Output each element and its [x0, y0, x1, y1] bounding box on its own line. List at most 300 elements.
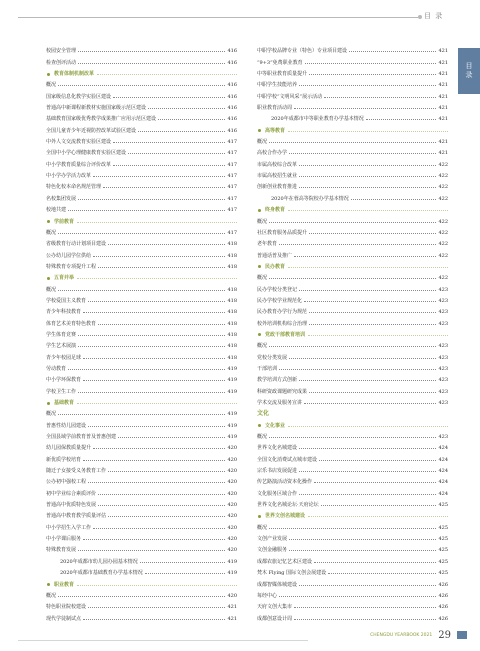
toc-entry-title: 省级教育行动计划项目建设: [46, 241, 107, 248]
toc-entry-title: “9+3”免费职业教育: [257, 59, 303, 66]
toc-entry: [46, 542, 237, 553]
leader-dots: [88, 482, 225, 483]
leader-dots: [58, 290, 225, 291]
toc-entry-page: 420: [227, 524, 237, 531]
leader-dots: [299, 471, 436, 472]
leader-dots: [78, 51, 225, 52]
toc-entry-title: 概况: [46, 411, 57, 418]
toc-entry: [46, 293, 237, 304]
toc-entry: [46, 553, 237, 564]
toc-entry: [46, 168, 237, 179]
page-number: 29: [438, 629, 451, 641]
toc-entry-page: 419: [227, 422, 237, 429]
leader-dots: [269, 278, 436, 279]
footer-book-title: CHENGDU YEARBOOK 2021: [370, 632, 433, 638]
leader-dots: [289, 539, 436, 540]
toc-entry: [46, 259, 237, 270]
toc-entry-title: 特殊教育专项提升工程: [46, 263, 97, 270]
toc-entry-title: 民办学校学业规范化: [257, 297, 303, 304]
leader-dots: [299, 494, 436, 495]
toc-entry: [46, 474, 237, 485]
toc-entry-page: 419: [227, 365, 237, 372]
header-dot: [418, 15, 422, 19]
toc-entry-title: 中职学生技能培养: [257, 82, 298, 89]
toc-entry: [257, 429, 448, 440]
toc-entry-title: 高校合作办学: [257, 150, 288, 157]
toc-entry: [257, 179, 448, 190]
leader-dots: [294, 619, 436, 620]
toc-entry: [46, 190, 237, 201]
toc-entry-page: 418: [227, 241, 237, 248]
toc-subsection-heading: [46, 66, 237, 77]
toc-entry: [257, 168, 448, 179]
toc-entry-title: 学术交流及服务宣讲: [257, 400, 303, 406]
toc-entry: [257, 519, 448, 530]
toc-entry-title: 中小学办学活力改革: [46, 173, 92, 180]
leader-dots: [319, 460, 436, 461]
toc-entry-title: 职业教育活动周: [257, 105, 293, 112]
toc-entry-page: 421: [438, 71, 448, 78]
toc-entry-page: 416: [227, 48, 237, 55]
toc-entry: [257, 213, 448, 224]
toc-entry: [46, 361, 237, 372]
toc-entry-page: 421: [438, 59, 448, 66]
toc-entry: [257, 463, 448, 474]
toc-entry-title: 概况: [257, 139, 268, 146]
toc-entry-page: 419: [227, 377, 237, 384]
toc-entry-page: 426: [438, 615, 448, 622]
toc-entry: [257, 270, 448, 281]
leader-dots: [309, 233, 436, 234]
toc-entry-title: 校地共建: [46, 207, 67, 214]
toc-entry-title: 概况: [257, 434, 268, 441]
toc-entry-title: 青少年科技教育: [46, 309, 82, 316]
toc-entry: [257, 361, 448, 372]
subsection-title: 党政干部教育培训: [257, 332, 305, 338]
toc-entry-title: 新优质学校培育: [46, 456, 82, 463]
toc-entry-title: 校园安全管理: [46, 48, 77, 55]
toc-entry-page: 416: [227, 116, 237, 123]
leader-dots: [269, 142, 436, 143]
toc-entry-page: 425: [438, 547, 448, 554]
toc-entry-page: 422: [438, 184, 448, 191]
heading-leader: [288, 426, 448, 427]
toc-entry-title: 文创产业发展: [257, 536, 288, 543]
toc-entry: [46, 440, 237, 451]
toc-entry: [46, 565, 237, 576]
toc-entry: [257, 451, 448, 462]
toc-entry: [257, 576, 448, 587]
toc-entry-title: 民办教育办学行为规范: [257, 309, 308, 316]
toc-entry: [46, 236, 237, 247]
leader-dots: [309, 324, 436, 325]
toc-entry: [46, 406, 237, 417]
toc-subsection-heading: [257, 327, 448, 338]
toc-entry-title: 中外人文交流教育实验区建设: [46, 139, 112, 146]
heading-leader: [77, 403, 237, 404]
leader-dots: [304, 301, 436, 302]
toc-entry-title: 学校爱国主义教育: [46, 297, 87, 304]
toc-entry-title: 中职学校“文明风采”展示活动: [257, 93, 323, 100]
side-tab: [458, 48, 480, 94]
running-header: 目 录: [424, 12, 444, 20]
toc-entry-page: 423: [438, 309, 448, 316]
leader-dots: [58, 414, 225, 415]
toc-entry: [46, 156, 237, 167]
leader-dots: [118, 437, 225, 438]
leader-dots: [279, 244, 436, 245]
toc-left-column: [46, 43, 237, 622]
toc-entry: [46, 122, 237, 133]
toc-entry-title: 校外培训机构综合治理: [257, 320, 308, 327]
toc-entry: [46, 497, 237, 508]
toc-entry-title: 学校卫生工作: [46, 388, 77, 395]
toc-entry: [46, 225, 237, 236]
toc-entry-page: 423: [438, 343, 448, 350]
leader-dots: [289, 550, 436, 551]
toc-entry-title: 特色职业院校建设: [46, 604, 87, 611]
toc-entry-page: 416: [227, 127, 237, 134]
toc-entry-page: 423: [438, 365, 448, 372]
toc-entry-page: 421: [227, 604, 237, 611]
leader-dots: [158, 119, 225, 120]
leader-dots: [294, 256, 436, 257]
leader-dots: [140, 562, 226, 563]
toc-entry-page: 416: [227, 105, 237, 112]
heading-leader: [308, 516, 448, 517]
toc-entry: [46, 100, 237, 111]
leader-dots: [324, 97, 436, 98]
toc-entry: [257, 474, 448, 485]
toc-entry-title: 全国文化消费试点城市建设: [257, 456, 318, 463]
toc-entry-page: 422: [438, 229, 448, 236]
toc-entry-page: 421: [438, 93, 448, 100]
toc-entry: [46, 519, 237, 530]
toc-entry-page: 417: [227, 207, 237, 214]
toc-entry-page: 420: [227, 513, 237, 520]
leader-dots: [299, 448, 436, 449]
toc-entry: [257, 43, 448, 54]
toc-entry: [46, 88, 237, 99]
toc-entry: [257, 304, 448, 315]
toc-entry-title: 现代学徒制试点: [46, 615, 82, 622]
toc-entry-title: 基础教育国家级优秀教学成果推广应用示范区建设: [46, 116, 157, 123]
toc-entry: [46, 588, 237, 599]
toc-entry: [257, 383, 448, 394]
toc-entry-page: 420: [227, 445, 237, 452]
toc-entry: [46, 304, 237, 315]
toc-entry: [46, 43, 237, 54]
toc-entry-page: 419: [227, 570, 237, 577]
toc-entry-page: 420: [227, 536, 237, 543]
toc-entry-page: 425: [438, 502, 448, 509]
toc-entry-page: 421: [227, 615, 237, 622]
toc-entry-title: 学生体育竞赛: [46, 331, 77, 338]
toc-section-heading: [257, 406, 448, 417]
toc-entry-page: 423: [438, 354, 448, 361]
toc-entry-page: 422: [438, 252, 448, 259]
leader-dots: [309, 74, 436, 75]
toc-entry: [46, 281, 237, 292]
footer-rule: [18, 640, 308, 641]
toc-entry-title: 科研资政课题研究成果: [257, 388, 308, 395]
toc-entry-page: 423: [438, 400, 448, 406]
toc-entry-title: 2020年成都市基础教育办学基本情况: [60, 570, 143, 577]
leader-dots: [305, 63, 437, 64]
toc-entry: [257, 542, 448, 553]
toc-entry: [257, 553, 448, 564]
toc-entry-title: 文创金融服务: [257, 547, 288, 554]
toc-entry-page: 422: [438, 161, 448, 168]
toc-entry-title: 普通高中优质特色发展: [46, 502, 97, 509]
leader-dots: [314, 562, 436, 563]
leader-dots: [349, 51, 436, 52]
toc-entry-page: 418: [227, 252, 237, 259]
toc-entry: [46, 202, 237, 213]
toc-entry: [257, 145, 448, 156]
toc-entry-title: 2020年成都市中等职业教育办学基本情况: [271, 116, 364, 123]
toc-entry-page: 418: [227, 286, 237, 293]
toc-right-column: [257, 43, 448, 622]
heading-leader: [77, 585, 237, 586]
toc-entry: [46, 338, 237, 349]
leader-dots: [83, 312, 225, 313]
toc-entry-page: 426: [438, 592, 448, 599]
leader-dots: [294, 607, 436, 608]
leader-dots: [88, 607, 225, 608]
leader-dots: [269, 222, 436, 223]
subsection-title: 高等教育: [257, 128, 285, 134]
leader-dots: [294, 108, 436, 109]
toc-entry-page: 420: [227, 490, 237, 497]
heading-leader: [288, 131, 448, 132]
toc-entry: [46, 463, 237, 474]
leader-dots: [78, 199, 225, 200]
toc-entry: [257, 395, 448, 406]
leader-dots: [145, 573, 226, 574]
leader-dots: [78, 550, 225, 551]
toc-entry: [46, 327, 237, 338]
toc-entry-title: 概况: [46, 82, 57, 89]
toc-entry-title: 全国儿童青少年近视防控改革试验区建设: [46, 127, 137, 134]
leader-dots: [299, 290, 436, 291]
heading-leader: [77, 278, 237, 279]
toc-entry-page: 418: [227, 320, 237, 327]
leader-dots: [289, 153, 436, 154]
leader-dots: [103, 187, 225, 188]
toc-entry-page: 423: [438, 388, 448, 395]
toc-entry-page: 425: [438, 570, 448, 577]
toc-entry-page: 421: [438, 82, 448, 89]
toc-entry: [46, 599, 237, 610]
toc-entry-page: 420: [227, 592, 237, 599]
leader-dots: [83, 358, 225, 359]
toc-entry-page: 419: [227, 411, 237, 418]
toc-entry-title: 中职学校品牌专业（特色）专业项目建设: [257, 48, 348, 55]
leader-dots: [299, 85, 436, 86]
toc-entry-page: 417: [227, 139, 237, 146]
leader-dots: [83, 539, 225, 540]
toc-entry-title: 概况: [257, 343, 268, 350]
leader-dots: [78, 63, 225, 64]
toc-entry: [46, 531, 237, 542]
toc-entry: [257, 610, 448, 621]
leader-dots: [68, 210, 225, 211]
toc-entry-page: 420: [227, 502, 237, 509]
leader-dots: [98, 324, 225, 325]
toc-entry-title: 中小学环保教育: [46, 377, 82, 384]
toc-entry: [257, 281, 448, 292]
leader-dots: [289, 358, 436, 359]
leader-dots: [113, 165, 225, 166]
leader-dots: [98, 505, 225, 506]
toc-subsection-heading: [257, 417, 448, 428]
toc-subsection-heading: [46, 270, 237, 281]
toc-entry: [257, 134, 448, 145]
toc-entry-title: 社区教育服务品质提升: [257, 229, 308, 236]
toc-entry-page: 422: [438, 275, 448, 282]
toc-entry-title: 普通高中新课程新教材实施国家级示范区建设: [46, 105, 147, 112]
leader-dots: [78, 392, 225, 393]
toc-entry: [46, 315, 237, 326]
toc-entry-title: 2020年成都市幼儿园办园基本情况: [60, 558, 138, 565]
toc-entry-title: 市属高校综合改革: [257, 161, 298, 168]
toc-subsection-heading: [257, 122, 448, 133]
leader-dots: [328, 573, 436, 574]
toc-entry-page: 426: [438, 604, 448, 611]
side-tab-char-1: 目: [465, 62, 473, 70]
leader-dots: [299, 187, 436, 188]
toc-entry: [257, 293, 448, 304]
toc-entry: [46, 111, 237, 122]
toc-entry-page: 419: [227, 388, 237, 395]
leader-dots: [269, 528, 436, 529]
toc-entry-page: 424: [438, 468, 448, 475]
leader-dots: [93, 176, 225, 177]
toc-entry-page: 418: [227, 297, 237, 304]
toc-entry: [257, 315, 448, 326]
leader-dots: [279, 369, 436, 370]
toc-entry-title: 公办初中强校工程: [46, 479, 87, 486]
heading-leader: [308, 335, 448, 336]
subsection-title: 终身教育: [257, 207, 285, 213]
toc-entry-page: 417: [227, 161, 237, 168]
toc-entry-title: 概况: [257, 218, 268, 225]
toc-entry: [257, 225, 448, 236]
toc-entry-page: 418: [227, 263, 237, 270]
toc-entry-title: 传艺路演活动资本化操作: [257, 479, 313, 486]
toc-entry: [46, 179, 237, 190]
toc-entry-page: 425: [438, 558, 448, 565]
leader-dots: [108, 244, 225, 245]
toc-entry: [257, 54, 448, 65]
toc-entry-page: 422: [438, 173, 448, 180]
subsection-title: 学前教育: [46, 219, 74, 225]
toc-entry: [46, 134, 237, 145]
toc-entry-title: 概况: [46, 286, 57, 293]
toc-entry: [46, 451, 237, 462]
toc-entry-page: 422: [438, 195, 448, 202]
toc-entry-page: 423: [438, 297, 448, 304]
leader-dots: [108, 516, 225, 517]
leader-dots: [299, 585, 436, 586]
toc-subsection-heading: [46, 395, 237, 406]
leader-dots: [279, 596, 436, 597]
toc-entry-page: 416: [227, 93, 237, 100]
toc-entry-page: 426: [438, 581, 448, 588]
subsection-title: 教育体制机制改革: [46, 71, 94, 77]
leader-dots: [98, 267, 225, 268]
toc-entry-page: 420: [227, 479, 237, 486]
toc-entry-title: 随迁子女接受义务教育工作: [46, 468, 107, 475]
toc-entry-title: 检查创评活动: [46, 59, 77, 66]
leader-dots: [93, 256, 225, 257]
toc-entry: [257, 531, 448, 542]
toc-entry-page: 424: [438, 445, 448, 452]
leader-dots: [58, 596, 225, 597]
leader-dots: [113, 142, 225, 143]
toc-entry-title: 天府文创大集市: [257, 604, 293, 611]
toc-entry-title: 特色化校本命名规范管理: [46, 184, 102, 191]
toc-entry-title: 成都创意设计周: [257, 615, 293, 622]
toc-entry: [46, 372, 237, 383]
leader-dots: [83, 619, 225, 620]
toc-entry: [257, 66, 448, 77]
leader-dots: [314, 482, 436, 483]
toc-entry-title: 创新创业教育推进: [257, 184, 298, 191]
heading-leader: [288, 210, 448, 211]
toc-entry-title: 中小学教育质量综合评价改革: [46, 161, 112, 168]
leader-dots: [299, 165, 436, 166]
toc-entry-page: 419: [227, 558, 237, 565]
toc-entry-page: 417: [227, 229, 237, 236]
toc-entry-title: 老年教育: [257, 241, 278, 248]
toc-entry-title: 公办幼儿园学位供给: [46, 252, 92, 259]
toc-entry-title: 普通话普及推广: [257, 252, 293, 259]
toc-entry: [46, 77, 237, 88]
section-title: 文化: [257, 410, 270, 418]
toc-entry-title: 概况: [46, 592, 57, 599]
leader-dots: [321, 505, 437, 506]
toc-entry-title: 中小学招生入学工作: [46, 524, 92, 531]
leader-dots: [83, 380, 225, 381]
toc-entry-title: 梵木 Flying 国际文创会展建设: [257, 570, 327, 577]
toc-entry-page: 417: [227, 195, 237, 202]
subsection-title: 世界文创名城建设: [257, 513, 305, 519]
toc-entry-title: 概况: [257, 524, 268, 531]
heading-leader: [288, 267, 448, 268]
toc-entry-title: 概况: [46, 229, 57, 236]
toc-subsection-heading: [257, 202, 448, 213]
toc-entry-title: 劳动教育: [46, 365, 67, 372]
toc-entry-title: 青少年校园足球: [46, 354, 82, 361]
toc-entry-title: 民办学校分类登记: [257, 286, 298, 293]
toc-entry-page: 421: [438, 105, 448, 112]
toc-entry: [257, 156, 448, 167]
header-rule: [18, 17, 418, 18]
toc-entry-title: 市属高校招生就业: [257, 173, 298, 180]
toc-entry: [257, 247, 448, 258]
toc-entry-page: 420: [227, 456, 237, 463]
toc-entry: [257, 190, 448, 201]
toc-entry-title: 世界文化名城建设: [257, 445, 298, 452]
toc-entry-title: 干部培训: [257, 365, 278, 372]
toc-entry-page: 421: [438, 150, 448, 157]
leader-dots: [366, 119, 437, 120]
toc-entry-page: 417: [227, 150, 237, 157]
leader-dots: [113, 97, 225, 98]
subsection-title: 民办教育: [257, 264, 285, 270]
